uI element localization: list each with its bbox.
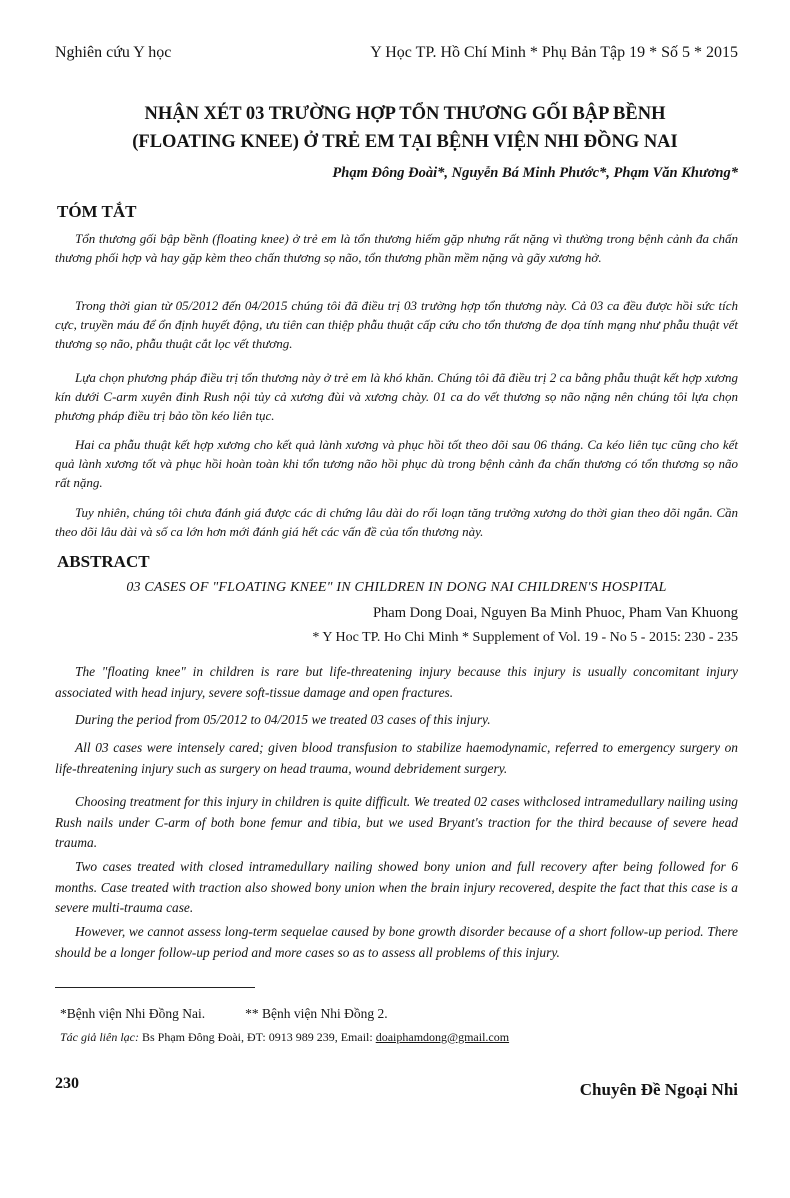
title-line-1: NHẬN XÉT 03 TRƯỜNG HỢP TỔN THƯƠNG GỐI BẬP BỀNH (144, 104, 666, 124)
abstract-title: 03 CASES OF "FLOATING KNEE" IN CHILDREN IN DONG NAI CHILDREN'S HOSPITAL (126, 580, 667, 595)
footnote-divider (55, 987, 255, 988)
running-header (55, 44, 738, 68)
contact-label: Tác giả liên lạc: (60, 1030, 139, 1044)
abstract-heading: ABSTRACT (57, 552, 150, 571)
email-link[interactable]: doaiphamdong@gmail.com (375, 1030, 510, 1044)
contact-text: Bs Phạm Đông Đoài, ĐT: 0913 989 239, Email: (141, 1030, 373, 1044)
abstract-paragraph: All 03 cases were intensely cared; given blood transfusion to stabilize haemodynamic, referred to emergency surgery on life-threatening injury such as surgery on head trauma, wound debridement surgery. (55, 740, 738, 776)
summary-paragraph: Trong thời gian từ 05/2012 đến 04/2015 chúng tôi đã điều trị 03 trường hợp tổn thương này. Cả 03 ca đều được hồi sức tích cực, truyền máu để ổn định huyết động, ưu tiên can thiệp phẫu thuật cấp cứu cho tổn thương đe dọa tính mạng như phẫu thuật vết thương sọ não, phẫu thuật cắt lọc vết thương. (55, 298, 738, 351)
affiliations (60, 1006, 388, 1022)
affiliation-1: *Bệnh viện Nhi Đồng Nai. (60, 1006, 206, 1021)
page-number: 230 (55, 1075, 79, 1092)
authors-vi: Phạm Đông Đoài*, Nguyễn Bá Minh Phước*, Phạm Văn Khương* (332, 165, 738, 181)
abstract-authors: Pham Dong Doai, Nguyen Ba Minh Phuoc, Pham Van Khuong (372, 605, 738, 621)
section-footer: Chuyên Đề Ngoại Nhi (579, 1080, 738, 1099)
title-line-2: (FLOATING KNEE) Ở TRẺ EM TẠI BỆNH VIỆN NHI ĐỒNG NAI (132, 132, 678, 152)
abstract-citation: * Y Hoc TP. Ho Chi Minh * Supplement of Vol. 19 - No 5 - 2015: 230 - 235 (312, 630, 738, 645)
summary-paragraph: Tổn thương gối bập bềnh (floating knee) ở trẻ em là tổn thương hiếm gặp nhưng rất nặng vì thường trong bệnh cảnh đa chấn thương phối hợp và hay gặp kèm theo chấn thương sọ não, tổn thương phần mềm nặng và gãy xương hở. (55, 231, 738, 265)
abstract-paragraph: Two cases treated with closed intramedullary nailing showed bony union and full recovery after being followed for 6 months. Case treated with traction also showed bony union when the brain injury recovered, despite the fact that this case is a severe multi-trauma case. (55, 859, 738, 915)
abstract-paragraph: However, we cannot assess long-term sequelae caused by bone growth disorder because of a short follow-up period. There should be a longer follow-up period and more cases so as to assess all problems of this injury. (55, 924, 738, 960)
abstract-paragraph: The "floating knee" in children is rare but life-threatening injury because this injury is usually concomitant injury associated with head injury, severe soft-tissue damage and open fractures. (55, 664, 738, 700)
contact-line (60, 1030, 509, 1045)
abstract-paragraph: Choosing treatment for this injury in children is quite difficult. We treated 02 cases withclosed intramedullary nailing using Rush nails under C-arm of both bone femur and tibia, but we used Bryant's traction for the third because of severe head trauma. (55, 794, 738, 850)
summary-paragraph: Hai ca phẫu thuật kết hợp xương cho kết quả lành xương và phục hồi tốt theo dõi sau 06 tháng. Ca kéo liên tục cũng cho kết quả lành xương tốt và phục hồi hoàn toàn khi tổn tương não hồi phục dù trong bệnh cảnh đa chấn thương có tổn thương sọ não rất nặng. (55, 437, 738, 490)
summary-paragraph: Lựa chọn phương pháp điều trị tổn thương này ở trẻ em là khó khăn. Chúng tôi đã điều trị 2 ca bằng phẫu thuật kết hợp xương kín dưới C-arm xuyên đinh Rush nội tủy cả xương đùi và xương chày. 01 ca do vết thương sọ não nặng nên chúng tôi lựa chọn phương pháp điều trị bảo tồn kéo liên tục. (55, 370, 738, 423)
article-title (60, 100, 750, 156)
summary-paragraph: Tuy nhiên, chúng tôi chưa đánh giá được các di chứng lâu dài do rối loạn tăng trưởng xương do thời gian theo dõi ngắn. Cần theo dõi lâu dài và số ca lớn hơn mới đánh giá hết các vấn đề của tổn thương này. (55, 505, 738, 539)
affiliation-2: ** Bệnh viện Nhi Đồng 2. (245, 1006, 388, 1021)
header-left: Nghiên cứu Y học (55, 44, 172, 61)
summary-heading: TÓM TẮT (57, 202, 137, 221)
abstract-paragraph: During the period from 05/2012 to 04/2015 we treated 03 cases of this injury. (75, 712, 491, 727)
header-right: Y Học TP. Hồ Chí Minh * Phụ Bản Tập 19 * Số 5 * 2015 (370, 44, 738, 61)
